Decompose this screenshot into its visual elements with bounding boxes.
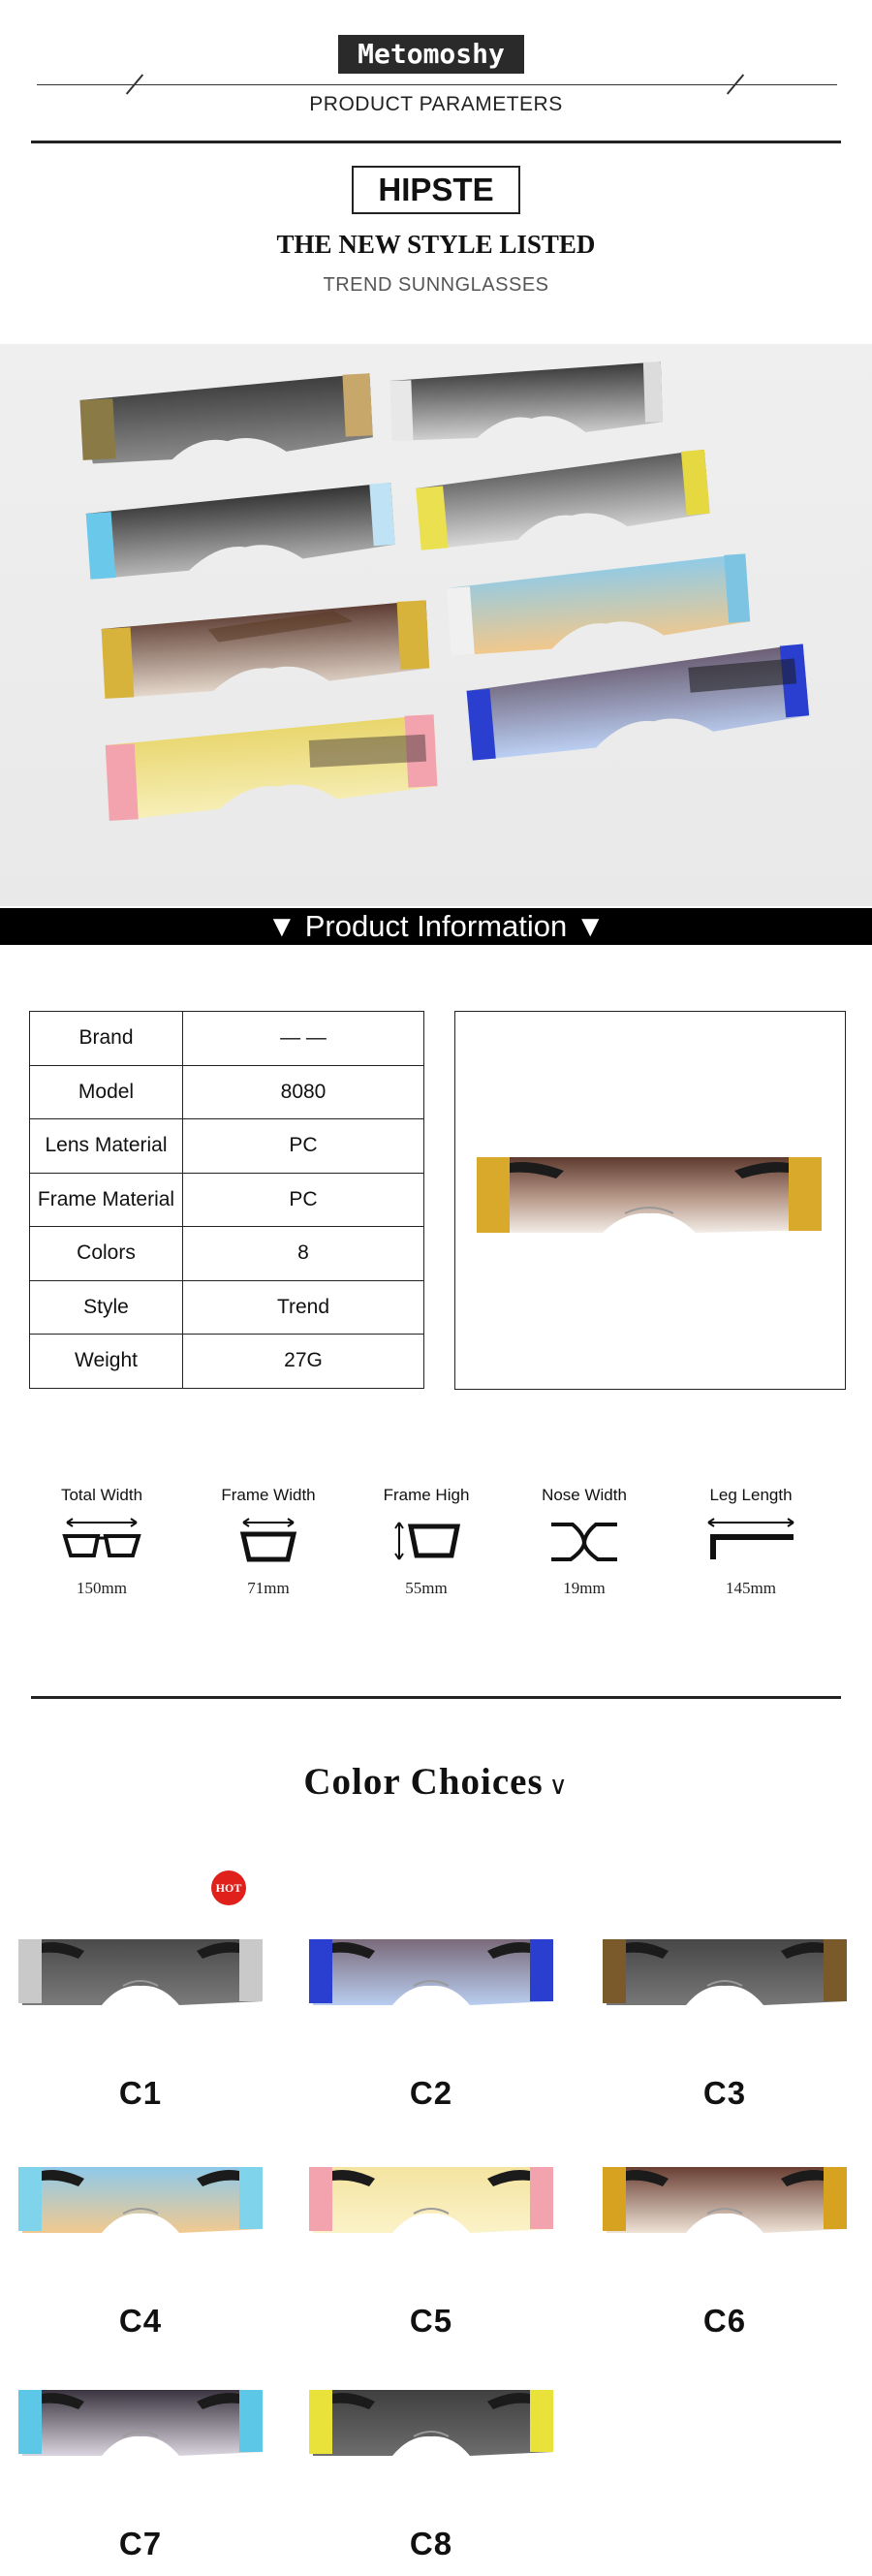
dimension-label: Leg Length [709, 1486, 793, 1504]
spec-value: 8 [183, 1227, 424, 1281]
product-information-bar: ▼ Product Information ▼ [0, 908, 872, 945]
color-option-c6[interactable] [599, 2150, 851, 2353]
sunglasses-image [599, 1922, 851, 2028]
headline: THE NEW STYLE LISTED [276, 230, 596, 259]
dimension-item [354, 1486, 499, 1598]
spec-key: Colors [30, 1227, 183, 1281]
spec-value: 8080 [183, 1065, 424, 1119]
sunglasses-image [599, 2150, 851, 2256]
table-row [30, 1227, 424, 1281]
table-row [30, 1335, 424, 1389]
sunglasses-image [305, 2372, 557, 2479]
color-option-c1[interactable] [15, 1922, 266, 2125]
dimension-label: Total Width [60, 1486, 143, 1504]
color-option-c3[interactable] [599, 1922, 851, 2125]
hot-badge: HOT [211, 1870, 246, 1905]
spec-value: PC [183, 1173, 424, 1227]
table-row [30, 1065, 424, 1119]
sunglasses-image [15, 2372, 266, 2479]
dimension-value: 145mm [726, 1579, 776, 1597]
brand-logo: Metomoshy [338, 35, 524, 74]
product-parameters-title: PRODUCT PARAMETERS [309, 93, 563, 115]
frame-high-icon [354, 1509, 499, 1571]
spec-value: PC [183, 1119, 424, 1174]
dimensions-row [29, 1486, 843, 1621]
color-option-c2[interactable] [305, 1922, 557, 2125]
sunglasses-image [305, 2150, 557, 2256]
spec-key: Style [30, 1280, 183, 1335]
dimension-item [29, 1486, 174, 1598]
color-code-label: C8 [409, 2526, 453, 2561]
spec-key: Frame Material [30, 1173, 183, 1227]
dimension-value: 55mm [405, 1579, 448, 1597]
sunglasses-image [15, 1922, 266, 2028]
sunglasses-image [305, 1922, 557, 2028]
color-code-label: C3 [702, 2075, 747, 2111]
spec-value: — — [183, 1012, 424, 1066]
color-code-label: C1 [118, 2075, 163, 2111]
dimension-item [512, 1486, 657, 1598]
section-divider [31, 1696, 841, 1699]
nose-width-icon [512, 1509, 657, 1571]
color-code-label: C2 [409, 2075, 453, 2111]
chevron-down-icon: ∨ [548, 1772, 569, 1801]
dimension-value: 19mm [563, 1579, 606, 1597]
color-code-label: C6 [702, 2303, 747, 2339]
spec-key: Lens Material [30, 1119, 183, 1174]
color-choices-title [0, 1760, 872, 1804]
product-photo [455, 1012, 844, 1388]
table-row [30, 1119, 424, 1174]
spec-value: Trend [183, 1280, 424, 1335]
dimension-value: 150mm [77, 1579, 127, 1597]
table-row [30, 1012, 424, 1066]
dimension-item [678, 1486, 824, 1598]
dimension-label: Nose Width [542, 1486, 627, 1504]
table-row [30, 1280, 424, 1335]
color-choices-label: Color Choices [303, 1761, 544, 1803]
table-row [30, 1173, 424, 1227]
color-code-label: C7 [118, 2526, 163, 2561]
leg-length-icon [678, 1509, 824, 1571]
frame-width-icon [196, 1509, 341, 1571]
spec-key: Weight [30, 1335, 183, 1389]
header-rule [31, 141, 841, 143]
dimension-value: 71mm [247, 1579, 290, 1597]
spec-table [29, 1011, 424, 1389]
color-option-c7[interactable] [15, 2372, 266, 2576]
total-width-icon [29, 1509, 174, 1571]
product-photo-frame [454, 1011, 846, 1390]
sunglasses-image [15, 2150, 266, 2256]
model-badge: HIPSTE [352, 166, 520, 214]
subheadline: TREND SUNNGLASSES [323, 274, 549, 296]
spec-value: 27G [183, 1335, 424, 1389]
color-code-label: C4 [118, 2303, 163, 2339]
color-option-c5[interactable] [305, 2150, 557, 2353]
dimension-item [196, 1486, 341, 1598]
color-option-c8[interactable] [305, 2372, 557, 2576]
dimension-label: Frame Width [221, 1486, 316, 1504]
color-option-c4[interactable] [15, 2150, 266, 2353]
header-divider [37, 84, 837, 85]
dimension-label: Frame High [383, 1486, 470, 1504]
hero-product-photo [0, 344, 872, 906]
spec-key: Model [30, 1065, 183, 1119]
color-code-label: C5 [409, 2303, 453, 2339]
spec-key: Brand [30, 1012, 183, 1066]
